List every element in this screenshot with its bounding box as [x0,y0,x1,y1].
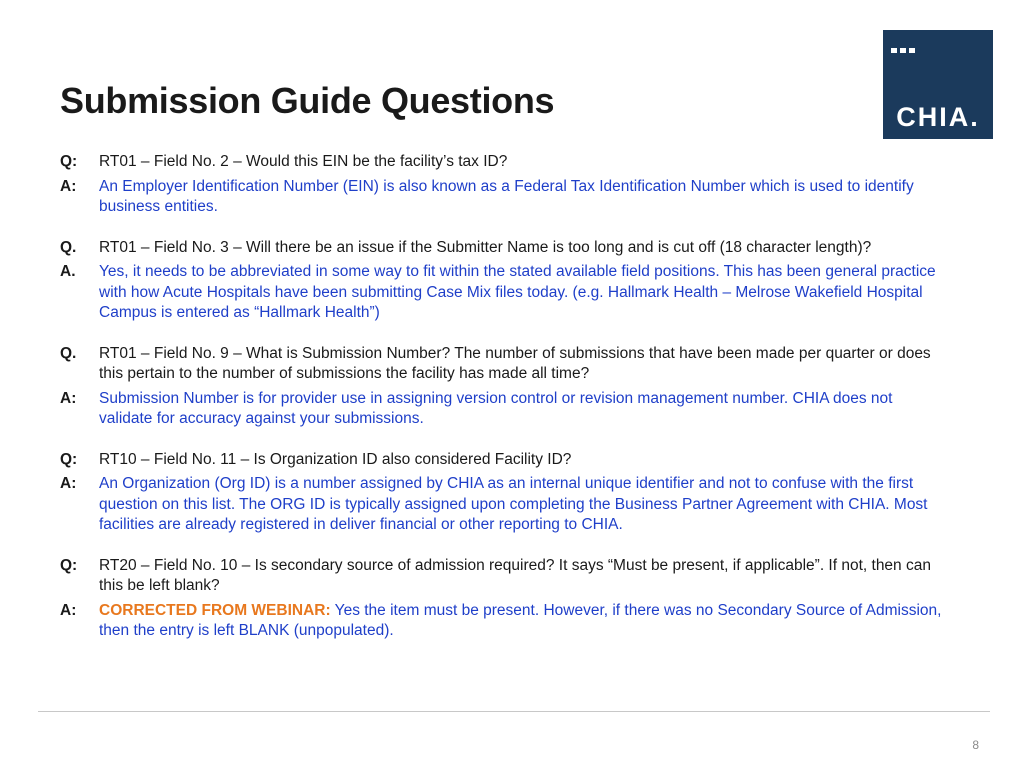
answer-line [60,474,950,536]
qa-item [60,450,950,536]
question-label: Q. [60,344,77,362]
answer-label: A: [60,475,77,492]
question-line [60,238,950,259]
answer-line [60,177,950,218]
page-title: Submission Guide Questions [60,80,555,121]
answer-text: Yes, it needs to be abbreviated in some way to fit within the stated available field positions. This has been general practice with how Acute Hospitals have been submitting Case Mix files today. (e.g. Hallmark Health – Melrose Wakefield Hospital Campus is entered as “Hallmark Health”) [99,263,936,321]
logo-text: CHIA. [896,102,980,132]
question-line [60,152,950,173]
qa-item [60,238,950,324]
answer-line [60,389,950,430]
question-label: Q: [60,450,78,468]
answer-label: A: [60,601,77,619]
question-label: Q: [60,153,78,170]
correction-note: CORRECTED FROM WEBINAR: [99,601,331,619]
qa-list [60,152,950,662]
question-text: RT01 – Field No. 9 – What is Submission Number? The number of submissions that have been made per quarter or does this pertain to the number of submissions the facility has made all time? [99,344,931,382]
logo-dots-icon [891,40,918,58]
answer-line [60,601,950,642]
answer-text: Submission Number is for provider use in assigning version control or revision management number. CHIA does not validate for accuracy against your submissions. [99,389,893,427]
footer-divider [38,711,990,712]
question-text: RT01 – Field No. 2 – Would this EIN be the facility’s tax ID? [99,153,508,170]
question-line [60,556,950,597]
question-line [60,450,950,471]
answer-text [99,601,950,642]
answer-label: A: [60,177,77,195]
qa-item [60,556,950,642]
answer-label: A. [60,263,76,280]
question-text: RT01 – Field No. 3 – Will there be an issue if the Submitter Name is too long and is cut off (18 character length)? [99,238,872,256]
qa-item [60,152,950,218]
question-text: RT10 – Field No. 11 – Is Organization ID also considered Facility ID? [99,450,572,468]
question-text: RT20 – Field No. 10 – Is secondary source of admission required? It says “Must be present, if applicable”. If not, then can this be left blank? [99,556,931,594]
page-number: 8 [972,738,979,752]
answer-line [60,262,950,324]
qa-item [60,344,950,430]
question-label: Q. [60,238,77,256]
answer-text: An Employer Identification Number (EIN) is also known as a Federal Tax Identification Number which is used to identify business entities. [99,177,914,215]
chia-logo [883,30,993,139]
answer-text: An Organization (Org ID) is a number assigned by CHIA as an internal unique identifier and not to confuse with the first question on this list. The ORG ID is typically assigned upon completing the Business Partner Agreement with CHIA. Most facilities are already registered in deliver financial or other reporting to CHIA. [99,475,928,533]
answer-body: Yes the item must be present. However, if there was no Secondary Source of Admission, then the entry is left BLANK (unpopulated). [99,601,942,639]
question-label: Q: [60,556,78,574]
question-line [60,344,950,385]
answer-label: A: [60,389,77,407]
